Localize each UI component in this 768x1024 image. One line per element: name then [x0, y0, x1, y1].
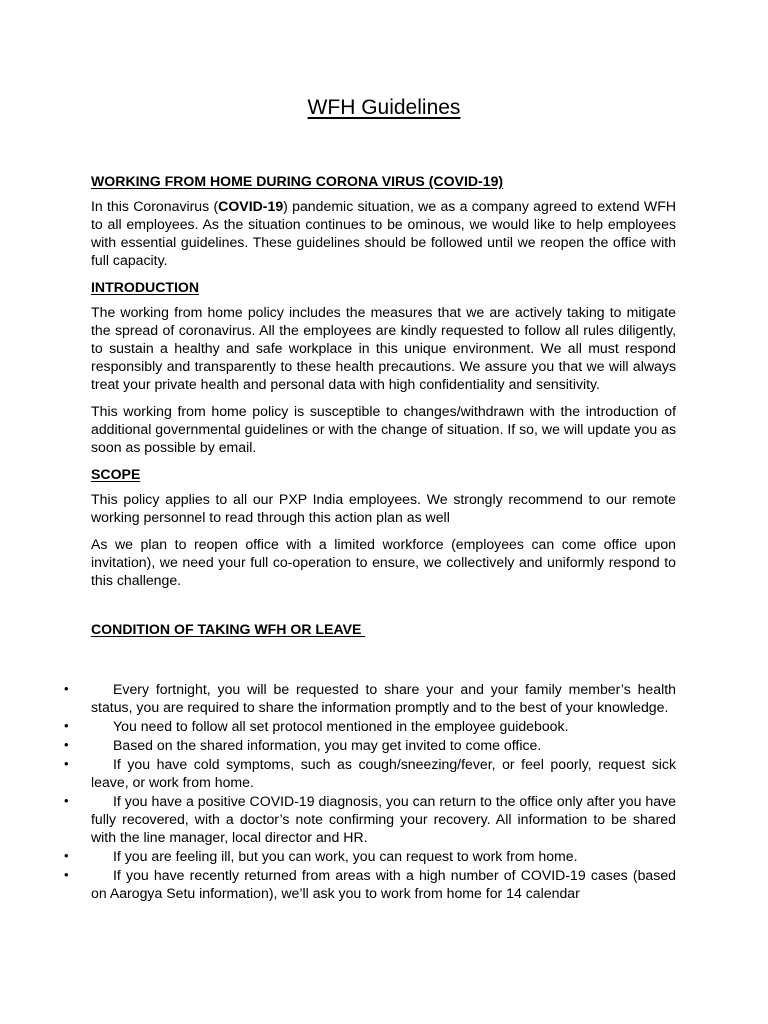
bullet-icon: • [64, 867, 69, 882]
list-item [64, 866, 676, 902]
document-body [91, 172, 676, 645]
section-heading-condition: CONDITION OF TAKING WFH OR LEAVE [91, 621, 366, 637]
section-heading-introduction: INTRODUCTION [91, 279, 200, 295]
bullet-icon: • [64, 756, 69, 771]
bullet-icon: • [64, 681, 69, 696]
bullet-icon: • [64, 718, 69, 733]
list-item [64, 680, 676, 716]
section-spacer [91, 598, 676, 620]
list-item [64, 792, 676, 846]
bullet-icon: • [64, 793, 69, 808]
introduction-paragraph-2: This working from home policy is susceptible to changes/withdrawn with the introduction of additional governmental guidelines or with the change of situation. If so, we will update you as soon as possible by email. [91, 403, 676, 455]
list-item-text: Based on the shared information, you may get invited to come office. [113, 737, 542, 753]
list-item-text: You need to follow all set protocol mentioned in the employee guidebook. [113, 718, 569, 734]
list-item [64, 755, 676, 791]
working-from-home-paragraph-end: ) pandemic situation, we as a company agreed to extend WFH to all employees. As the situation continues to be ominous, we would like to help employees with essential guidelines. These guidelines should be followed until we reopen the office with full capacity. [91, 198, 676, 268]
list-item [64, 736, 676, 754]
list-item [64, 717, 676, 735]
bullet-icon: • [64, 848, 69, 863]
introduction-paragraph-1: The working from home policy includes the measures that we are actively taking to mitigate the spread of coronavirus. All the employees are kindly requested to follow all rules diligently, to sustain a healthy and safe workplace in this unique environment. We all must respond responsibly and transparently to these health precautions. We assure you that we will always treat your private health and personal data with high confidentiality and sensitivity. [91, 304, 676, 392]
list-item-text: If you are feeling ill, but you can work, you can request to work from home. [113, 848, 578, 864]
scope-paragraph-2: As we plan to reopen office with a limited workforce (employees can come office upon invitation), we need your full co-operation to ensure, we collectively and uniformly respond to this challenge. [91, 536, 676, 588]
section-heading-working-from-home: WORKING FROM HOME DURING CORONA VIRUS (COVID-19) [91, 173, 504, 189]
covid-bold-term: COVID-19 [218, 198, 284, 214]
list-item-text: If you have cold symptoms, such as cough/sneezing/fever, or feel poorly, request sick leave, or work from home. [91, 756, 676, 790]
working-from-home-paragraph-start: In this Coronavirus ( [91, 198, 219, 214]
list-item-text: If you have a positive COVID-19 diagnosis, you can return to the office only after you have fully recovered, with a doctor’s note confirming your recovery. All information to be shared with the line manager, local director and HR. [91, 793, 676, 845]
working-from-home-paragraph [91, 197, 676, 269]
document-title: WFH Guidelines [307, 96, 461, 119]
list-item-text: Every fortnight, you will be requested to share your and your family member’s health status, you are required to share the information promptly and to the best of your knowledge. [91, 681, 676, 715]
bullet-icon: • [64, 737, 69, 752]
list-item [64, 847, 676, 865]
condition-bullet-list [64, 680, 676, 903]
scope-paragraph-1: This policy applies to all our PXP India employees. We strongly recommend to our remote working personnel to read through this action plan as well [91, 491, 676, 525]
section-heading-scope: SCOPE [91, 466, 141, 482]
list-item-text: If you have recently returned from areas with a high number of COVID-19 cases (based on Aarogya Setu information), we’ll ask you to work from home for 14 calendar [91, 867, 676, 901]
